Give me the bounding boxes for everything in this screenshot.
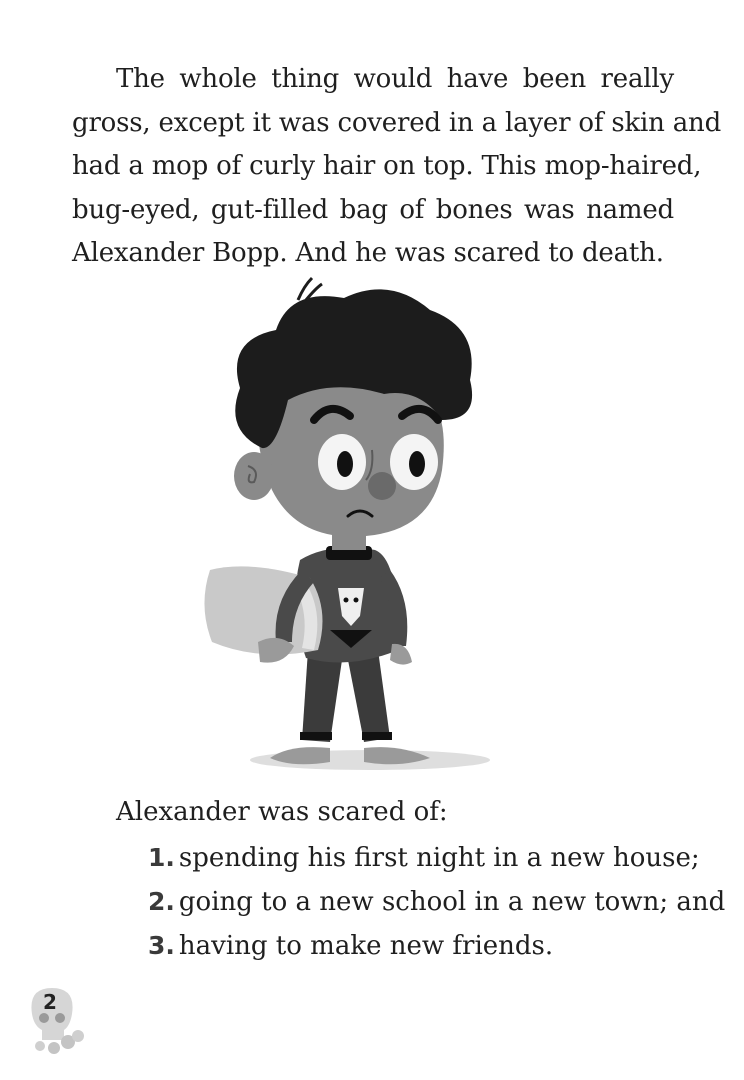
right-hand: [390, 644, 412, 665]
list-intro: Alexander was scared of:: [116, 797, 448, 827]
ear: [234, 452, 274, 500]
list-number: 3.: [148, 931, 175, 960]
list-number: 1.: [148, 843, 175, 872]
list-text: having to make new friends.: [178, 931, 554, 961]
nose: [368, 472, 396, 500]
page-number-badge: [24, 984, 88, 1056]
list-text: going to a new school in a new town; and: [178, 887, 726, 917]
legs: [270, 650, 430, 764]
list-item: [148, 880, 725, 924]
list-text: spending his first night in a new house;: [178, 843, 700, 873]
story-paragraph: [72, 58, 722, 276]
list-number: 2.: [148, 887, 175, 916]
page-number: 2: [43, 990, 57, 1014]
fears-list: [148, 836, 725, 968]
list-item: [148, 836, 725, 880]
paragraph-line: The whole thing would have been really: [116, 64, 674, 94]
paragraph-line: Alexander Bopp. And he was scared to death.: [72, 238, 664, 268]
paragraph-line: had a mop of curly hair on top. This mop-haired,: [72, 151, 702, 181]
paragraph-line: bug-eyed, gut-filled bag of bones was named: [72, 194, 674, 225]
boy-illustration: [180, 270, 540, 790]
paragraph-line: gross, except it was covered in a layer of skin and: [72, 107, 722, 138]
list-item: [148, 924, 725, 968]
